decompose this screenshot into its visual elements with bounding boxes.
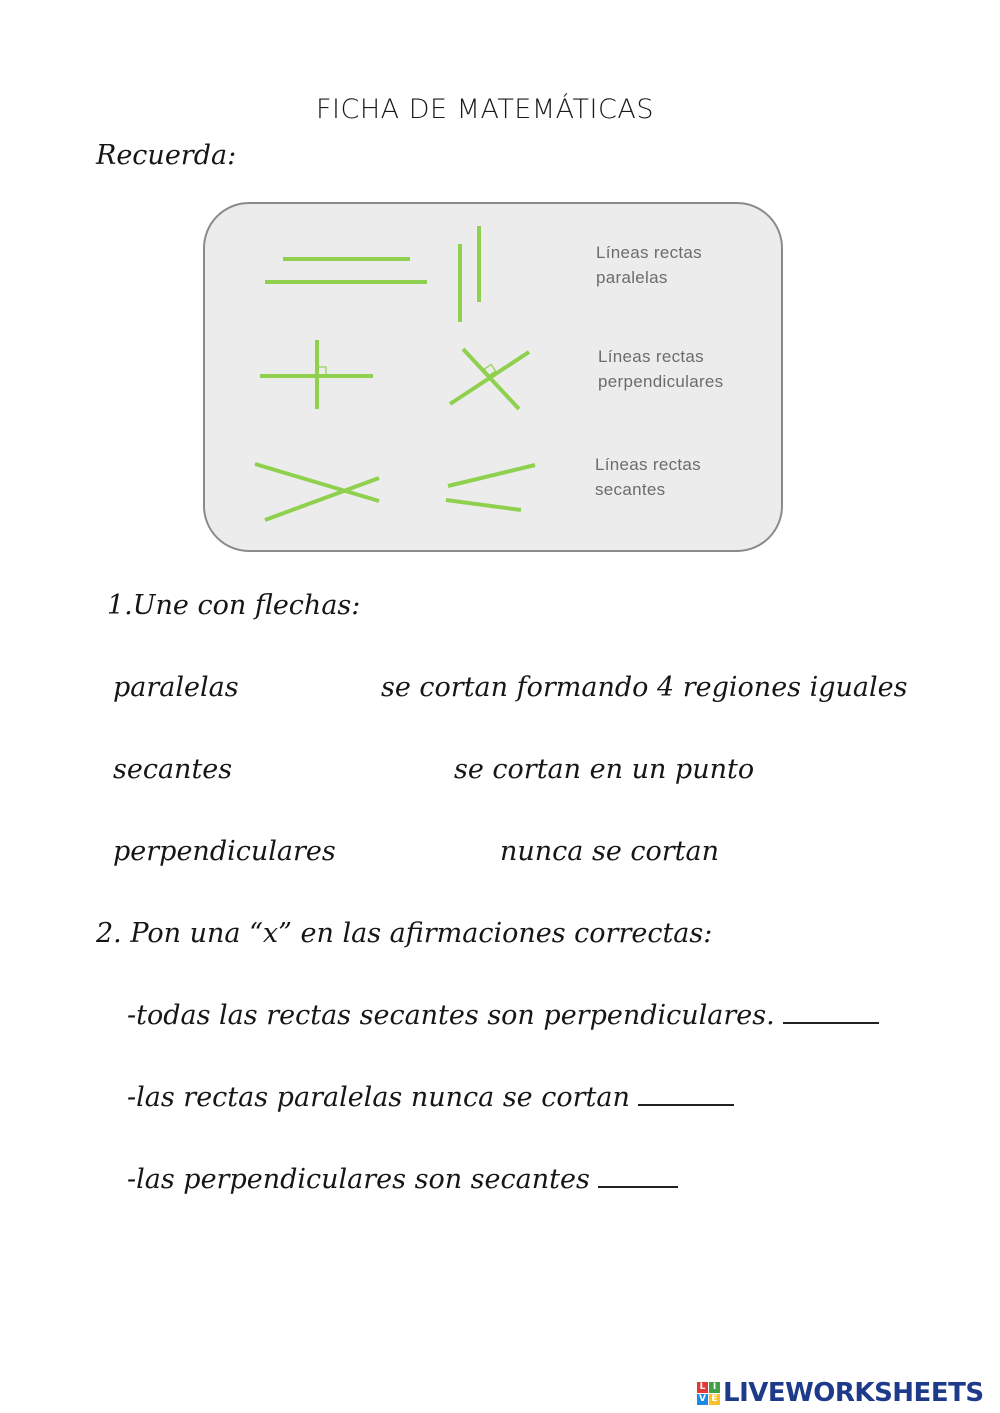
statement-3 (127, 1164, 678, 1195)
liveworksheets-wordmark: LIVEWORKSHEETS (723, 1378, 984, 1408)
exercise-1-heading: 1.Une con flechas: (107, 590, 361, 621)
legend-label-paralelas: Líneas rectas paralelas (596, 243, 702, 287)
match-definition-regiones[interactable]: se cortan formando 4 regiones iguales (381, 672, 908, 703)
match-definition-nunca[interactable]: nunca se cortan (500, 836, 720, 867)
match-term-secantes[interactable]: secantes (113, 754, 233, 785)
statement-1-answer-blank[interactable] (783, 1000, 879, 1024)
statement-2 (127, 1082, 734, 1113)
page-title: FICHA DE MATEMÁTICAS (316, 94, 654, 125)
match-term-paralelas[interactable]: paralelas (113, 672, 239, 703)
statement-1-text: -todas las rectas secantes son perpendiculares. (127, 1000, 775, 1031)
liveworksheets-logo-icon: L I V E (697, 1382, 720, 1405)
statement-3-answer-blank[interactable] (598, 1164, 678, 1188)
legend-label-perpendiculares: Líneas rectas perpendiculares (598, 347, 724, 391)
right-angle-mark-1 (318, 367, 326, 375)
secant-line-3 (448, 465, 535, 486)
perpendicular-diagonal-line-2 (463, 349, 519, 409)
statement-2-answer-blank[interactable] (638, 1082, 734, 1106)
match-definition-punto[interactable]: se cortan en un punto (454, 754, 755, 785)
liveworksheets-brand (697, 1376, 984, 1410)
recuerda-label: Recuerda: (96, 140, 237, 171)
secant-line-1 (255, 464, 379, 501)
secant-line-4 (446, 500, 521, 510)
match-term-perpendiculares[interactable]: perpendiculares (113, 836, 336, 867)
statement-1 (127, 1000, 879, 1031)
statement-2-text: -las rectas paralelas nunca se cortan (127, 1082, 630, 1113)
exercise-2-heading: 2. Pon una “x” en las afirmaciones correctas: (96, 918, 713, 949)
statement-3-text: -las perpendiculares son secantes (127, 1164, 590, 1195)
legend-label-secantes: Líneas rectas secantes (595, 455, 701, 499)
